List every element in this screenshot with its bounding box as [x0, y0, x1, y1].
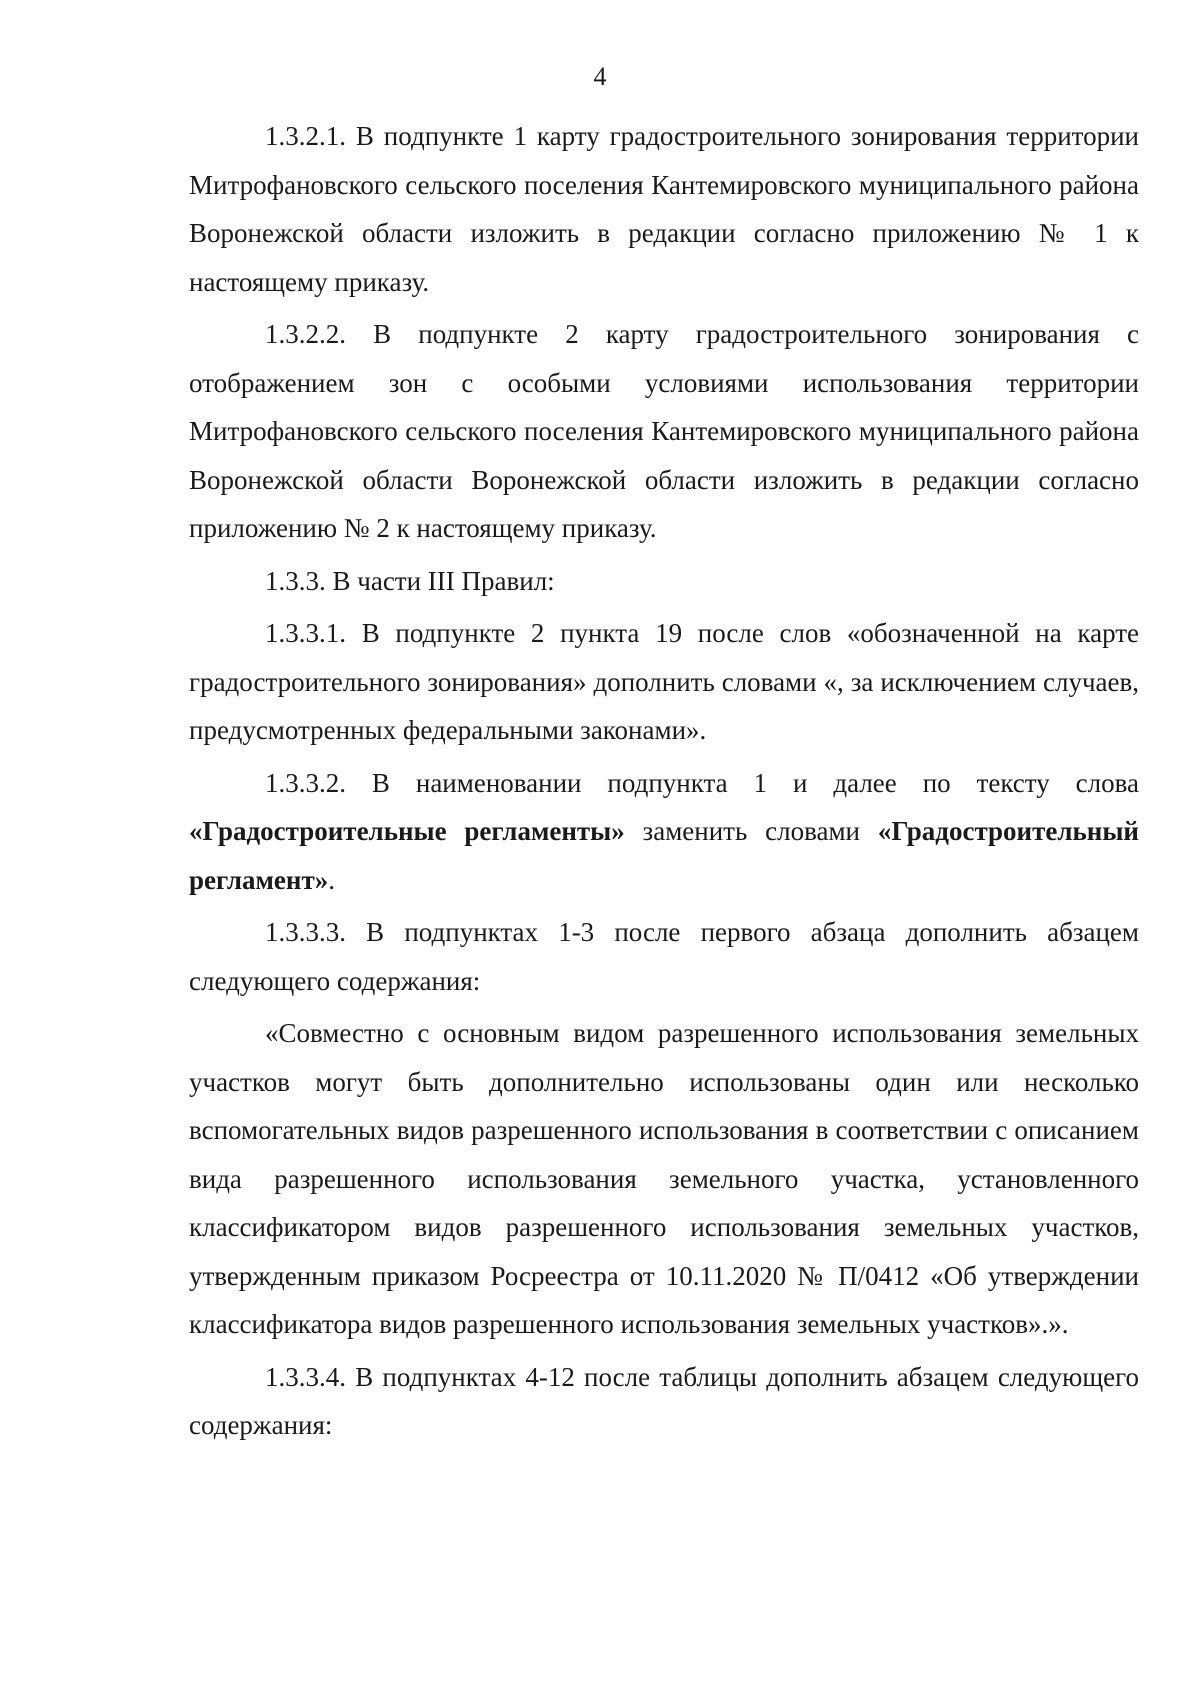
- bold-term-regulation-singular: «Градостроительный регламент»: [189, 816, 1139, 895]
- paragraph-1-3-3: 1.3.3. В части III Правил:: [265, 565, 555, 596]
- paragraph-1-3-3-2-start: 1.3.3.2. В наименовании подпункта 1 и далее по тексту слова: [265, 767, 1139, 798]
- paragraph-1-3-2-2: 1.3.2.2. В подпункте 2 карту градостроительного зонирования с отображением зон с особыми условиями использования территории Митрофановского сельского поселения Кантемировского муниципального района Воронежской области Воронежской области изложить в редакции согласно приложению № 2 к настоящему приказу.: [189, 319, 1139, 543]
- document-body: [189, 112, 1139, 1450]
- paragraph-1-3-2-1: 1.3.2.1. В подпункте 1 карту градостроительного зонирования территории Митрофановского сельского поселения Кантемировского муниципального района Воронежской области изложить в редакции согласно приложению № 1 к настоящему приказу.: [189, 121, 1139, 297]
- paragraph-1-3-3-3: 1.3.3.3. В подпунктах 1-3 после первого абзаца дополнить абзацем следующего содержания:: [189, 917, 1139, 996]
- paragraph-1-3-3-2-end: .: [328, 864, 335, 895]
- quoted-paragraph: «Совместно с основным видом разрешенного использования земельных участков могут быть дополнительно использованы один или несколько вспомогательных видов разрешенного использования в соответствии с описанием вида разрешенного использования земельного участка, установленного классификатором видов разрешенного использования земельных участков, утвержденным приказом Росреестра от 10.11.2020 № П/0412 «Об утверждении классификатора видов разрешенного использования земельных участков».».: [189, 1018, 1139, 1339]
- paragraph-1-3-3-2-middle: заменить словами: [624, 816, 878, 846]
- paragraph-1-3-3-4: 1.3.3.4. В подпунктах 4-12 после таблицы дополнить абзацем следующего содержания:: [189, 1361, 1139, 1440]
- page-number: 4: [593, 62, 607, 91]
- bold-term-regulations-plural: «Градостроительные регламенты»: [189, 816, 625, 846]
- paragraph-1-3-3-1: 1.3.3.1. В подпункте 2 пункта 19 после слов «обозначенной на карте градостроительного зонирования» дополнить словами «, за исключением случаев, предусмотренных федеральными законами».: [189, 618, 1139, 745]
- paragraph-1-3-3-2: [189, 759, 1139, 905]
